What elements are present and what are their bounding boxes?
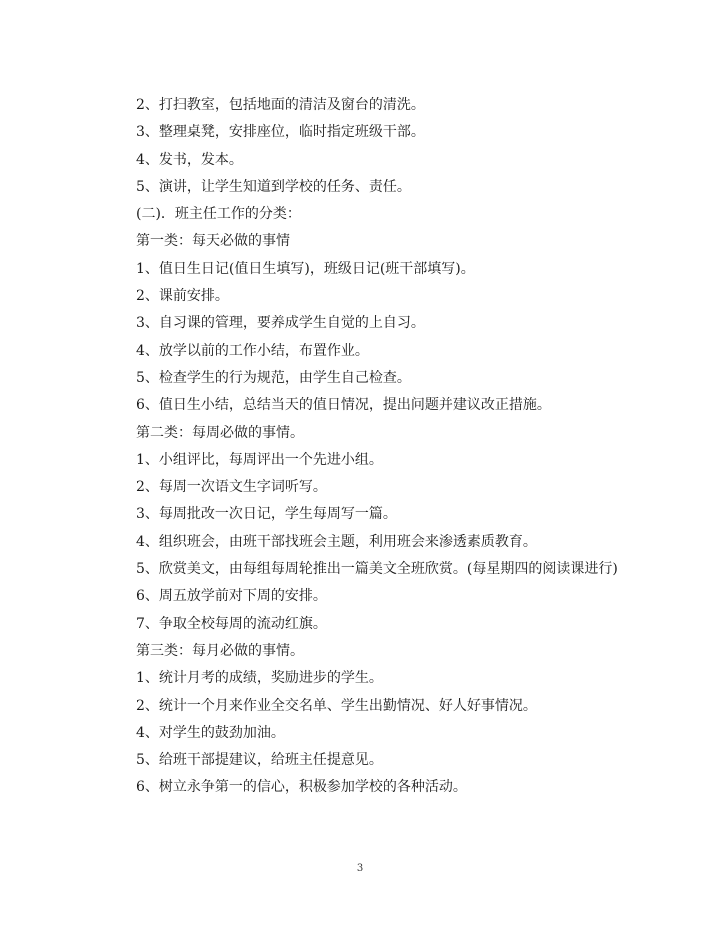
paragraph-line: 5、检查学生的行为规范，由学生自己检查。 (136, 369, 411, 386)
paragraph-line: 3、自习课的管理，要养成学生自觉的上自习。 (136, 315, 425, 332)
paragraph-line: 6、树立永争第一的信心，积极参加学校的各种活动。 (136, 779, 467, 796)
paragraph-line: 2、每周一次语文生字词听写。 (136, 479, 327, 496)
category-heading: 第二类：每周必做的事情。 (136, 424, 304, 441)
paragraph-line: 4、放学以前的工作小结，布置作业。 (136, 342, 369, 359)
paragraph-line: 3、每周批改一次日记，学生每周写一篇。 (136, 506, 397, 523)
paragraph-line: 2、统计一个月来作业全交名单、学生出勤情况、好人好事情况。 (136, 697, 537, 714)
paragraph-line: 4、对学生的鼓劲加油。 (136, 724, 285, 741)
paragraph-line: 2、打扫教室，包括地面的清洁及窗台的清洗。 (136, 97, 425, 113)
paragraph-line: 4、组织班会，由班干部找班会主题，利用班会来渗透素质教育。 (136, 533, 537, 550)
paragraph-line: 3、整理桌凳，安排座位，临时指定班级干部。 (136, 124, 425, 141)
page-number: 3 (356, 863, 364, 874)
paragraph-line: 4、发书，发本。 (136, 151, 243, 168)
document-body (108, 92, 618, 802)
paragraph-line: 2、课前安排。 (136, 288, 229, 305)
category-heading: 第三类：每月必做的事情。 (136, 642, 304, 659)
paragraph-line: 1、小组评比，每周评出一个先进小组。 (136, 451, 383, 468)
section-heading: (二)．班主任工作的分类： (136, 206, 301, 223)
paragraph-line: 1、统计月考的成绩，奖励进步的学生。 (136, 670, 383, 687)
paragraph-line: 5、给班干部提建议，给班主任提意见。 (136, 752, 383, 769)
paragraph-line: 5、演讲，让学生知道到学校的任务、责任。 (136, 178, 411, 195)
paragraph-line: 6、值日生小结，总结当天的值日情况，提出问题并建议改正措施。 (136, 397, 551, 414)
paragraph-line-wrapped: 5、欣赏美文，由每组每周轮推出一篇美文全班欣赏。(每星期四的阅读课进行) (136, 561, 618, 578)
category-heading: 第一类：每天必做的事情 (136, 233, 290, 250)
paragraph-line: 6、周五放学前对下周的安排。 (136, 588, 327, 605)
paragraph-line: 7、争取全校每周的流动红旗。 (136, 615, 327, 632)
paragraph-line: 1、值日生日记(值日生填写)，班级日记(班干部填写)。 (136, 260, 475, 277)
